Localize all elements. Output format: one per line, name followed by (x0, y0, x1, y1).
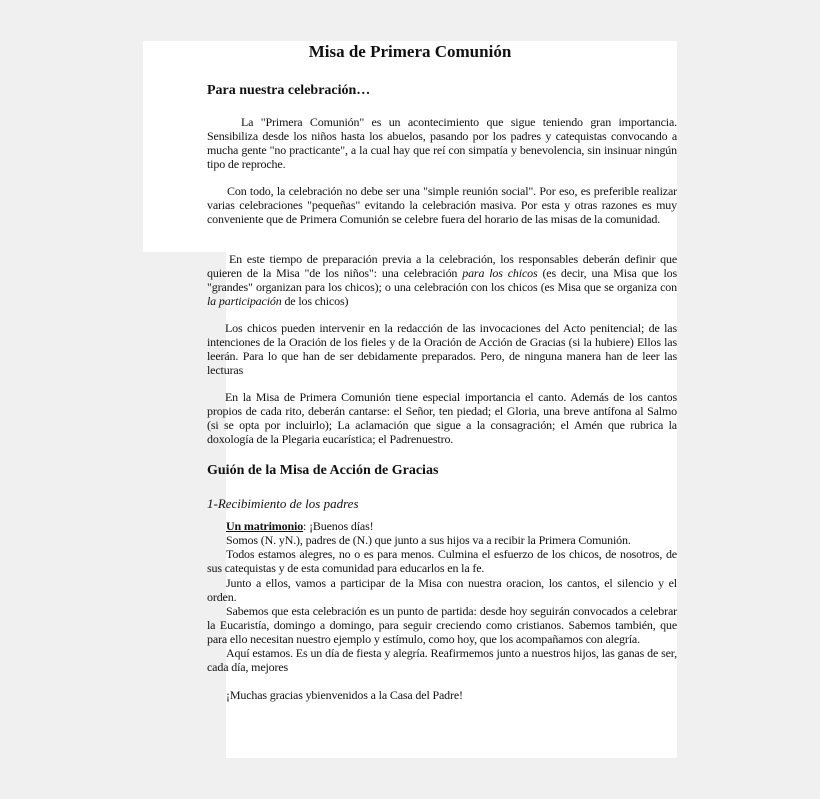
subheading-recibimiento: 1-Recibimiento de los padres (207, 496, 359, 511)
paragraph-3 (207, 252, 677, 308)
paragraph-3-text-c: de los chicos) (281, 294, 349, 308)
document-title: Misa de Primera Comunión (308, 42, 512, 61)
speaker-label: Un matrimonio (226, 519, 304, 533)
paragraph-4: Los chicos pueden intervenir en la redacción de las invocaciones del Acto penitencial; de las intenciones de la Oración de los fieles y de la Oración de Acción de Gracias (si la hubiere) Ellos las leerán. Para lo que han de ser debidamente preparados. Pero, de ninguna manera han de leer las lecturas (207, 321, 677, 377)
section-heading-celebracion: Para nuestra celebración… (207, 83, 371, 98)
section-heading-guion: Guión de la Misa de Acción de Gracias (207, 463, 439, 478)
paragraph-3-text-b: (es decir, una Misa que los "grandes" organizan para los chicos); o una celebración con los chicos (es Misa que se organiza con (207, 266, 677, 294)
script-line-3: Junto a ellos, vamos a participar de la Misa con nuestra oracion, los cantos, el silencio y el orden. (207, 576, 677, 604)
script-line-5: Aquí estamos. Es un día de fiesta y alegría. Reafirmemos junto a nuestros hijos, las ganas de ser, cada día, mejores (207, 646, 677, 674)
closing-line: ¡Muchas gracias ybienvenidos a la Casa del Padre! (226, 688, 463, 702)
paragraph-3-emphasis-2: la participación (207, 294, 282, 308)
paragraph-1: La "Primera Comunión" es un acontecimiento que sigue teniendo gran importancia. Sensibiliza desde los niños hasta los abuelos, pasando por los padres y catequistas convocando a mucha gente "no practicante", a la cual hay que reí con simpatía y benevolencia, sin insinuar ningún tipo de reproche. (207, 115, 677, 171)
paragraph-3-emphasis-1: para los chicos (462, 266, 538, 280)
greeting-line (226, 519, 373, 533)
paragraph-2: Con todo, la celebración no debe ser una "simple reunión social". Por eso, es preferible realizar varias celebraciones "pequeñas" evitando la celebración masiva. Por esta y otras razones es muy conveniente que de Primera Comunión se celebre fuera del horario de las misas de la comunidad. (207, 184, 677, 226)
script-line-4: Sabemos que esta celebración es un punto de partida: desde hoy seguirán convocados a celebrar la Eucaristía, domingo a domingo, para seguir creciendo como cristianos. Sabemos también, que para ello necesitan nuestro ejemplo y estímulo, como hoy, que los acompañamos con alegría. (207, 604, 677, 646)
script-line-1: Somos (N. yN.), padres de (N.) que junto a sus hijos va a recibir la Primera Comunión. (226, 533, 631, 547)
script-line-2: Todos estamos alegres, no o es para menos. Culmina el esfuerzo de los chicos, de nosotros, de sus catequistas y de esta comunidad para educarlos en la fe. (207, 547, 677, 575)
greeting-text: : ¡Buenos días! (303, 519, 374, 533)
paragraph-5: En la Misa de Primera Comunión tiene especial importancia el canto. Además de los cantos propios de cada rito, deberán cantarse: el Señor, ten piedad; el Gloria, una breve antífona al Salmo (si se opta por incluirlo); La aclamación que sigue a la consagración; el Amén que rubrica la doxología de la Plegaria eucarística; el Padrenuestro. (207, 390, 677, 446)
paragraph-3-text-a: En este tiempo de preparación previa a la celebración, los responsables deberán definir que quieren de la Misa "de los niños": una celebración (207, 252, 677, 280)
